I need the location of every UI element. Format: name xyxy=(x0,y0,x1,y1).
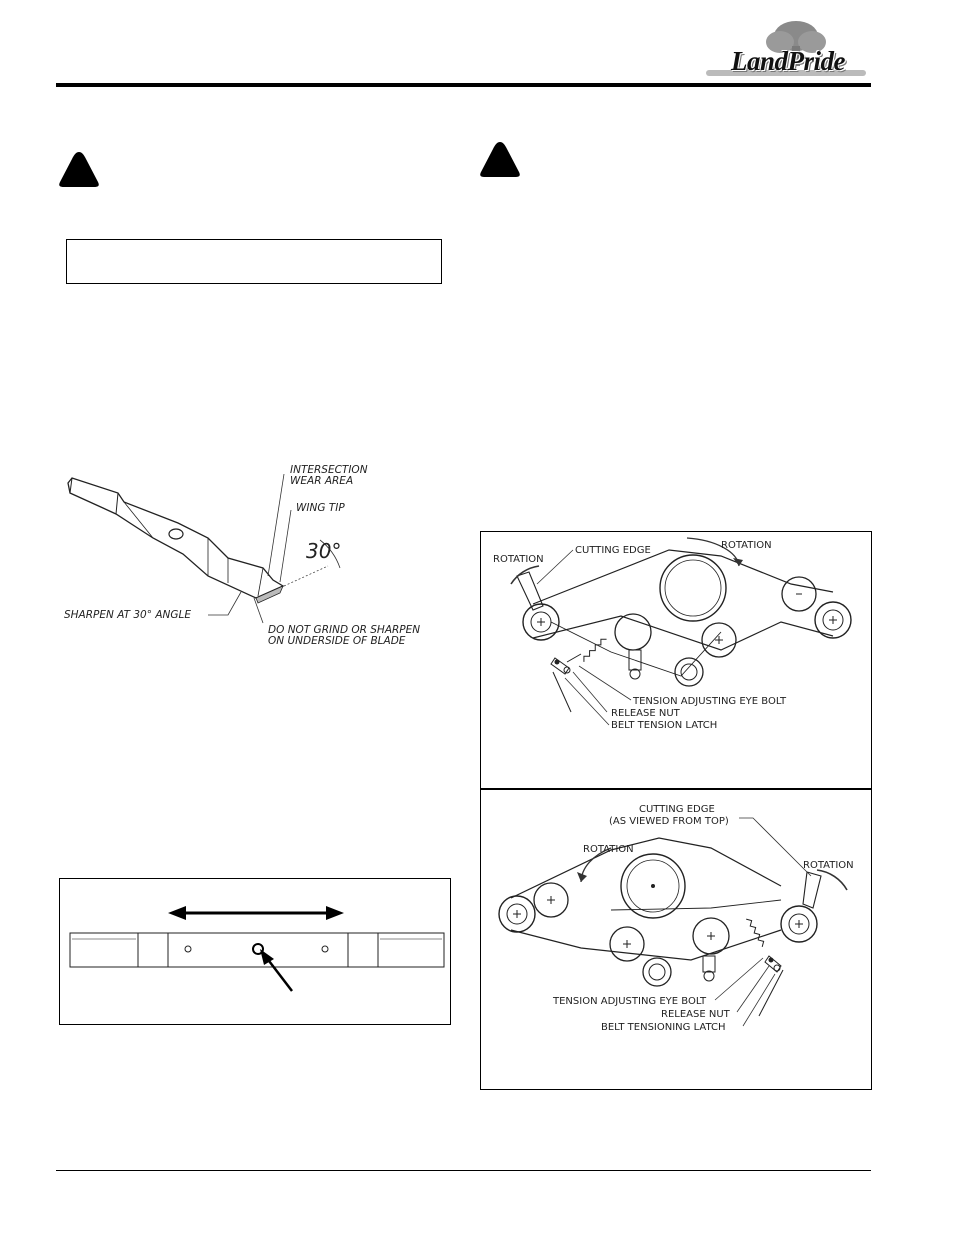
intersection-label: WEAR AREA xyxy=(290,475,354,487)
rotation-label: ROTATION xyxy=(583,844,634,855)
release-nut-label: RELEASE NUT xyxy=(661,1009,730,1020)
brand-logo xyxy=(700,18,872,84)
blade-balance-figure xyxy=(59,878,451,1025)
pointer-arrow-icon xyxy=(260,949,274,965)
rotation-label: ROTATION xyxy=(721,540,772,551)
no-grind-label: DO NOT GRIND OR SHARPEN xyxy=(268,624,421,636)
no-grind-label: ON UNDERSIDE OF BLADE xyxy=(268,635,406,647)
latch-label: BELT TENSION LATCH xyxy=(611,720,718,731)
header-rule xyxy=(56,83,871,87)
arrow-left-icon xyxy=(168,906,186,920)
tension-bolt-label: TENSION ADJUSTING EYE BOLT xyxy=(553,996,707,1007)
warning-triangle-icon xyxy=(479,140,521,178)
arrow-right-icon xyxy=(326,906,344,920)
note-box xyxy=(66,239,442,284)
intersection-label: INTERSECTION xyxy=(290,464,368,476)
angle-label: 30° xyxy=(306,539,342,563)
release-nut-label: RELEASE NUT xyxy=(611,708,680,719)
belt-routing-bottom-diagram xyxy=(481,790,871,1088)
warning-triangle-icon xyxy=(58,150,100,188)
footer-rule xyxy=(56,1170,871,1171)
tension-bolt-label: TENSION ADJUSTING EYE BOLT xyxy=(633,696,787,707)
latch-label: BELT TENSIONING LATCH xyxy=(601,1022,726,1033)
brand-name: LandPride xyxy=(731,46,845,76)
cutting-edge-label: CUTTING EDGE xyxy=(575,545,651,556)
belt-routing-top-diagram xyxy=(481,532,871,787)
rotation-label: ROTATION xyxy=(803,860,854,871)
cutting-edge-label: (AS VIEWED FROM TOP) xyxy=(609,816,729,827)
blade-sharpening-figure xyxy=(58,458,448,658)
rotation-label: ROTATION xyxy=(493,554,544,565)
wing-tip-label: WING TIP xyxy=(296,502,345,514)
sharpen-label: SHARPEN AT 30° ANGLE xyxy=(64,609,191,621)
cutting-edge-label: CUTTING EDGE xyxy=(639,804,715,815)
